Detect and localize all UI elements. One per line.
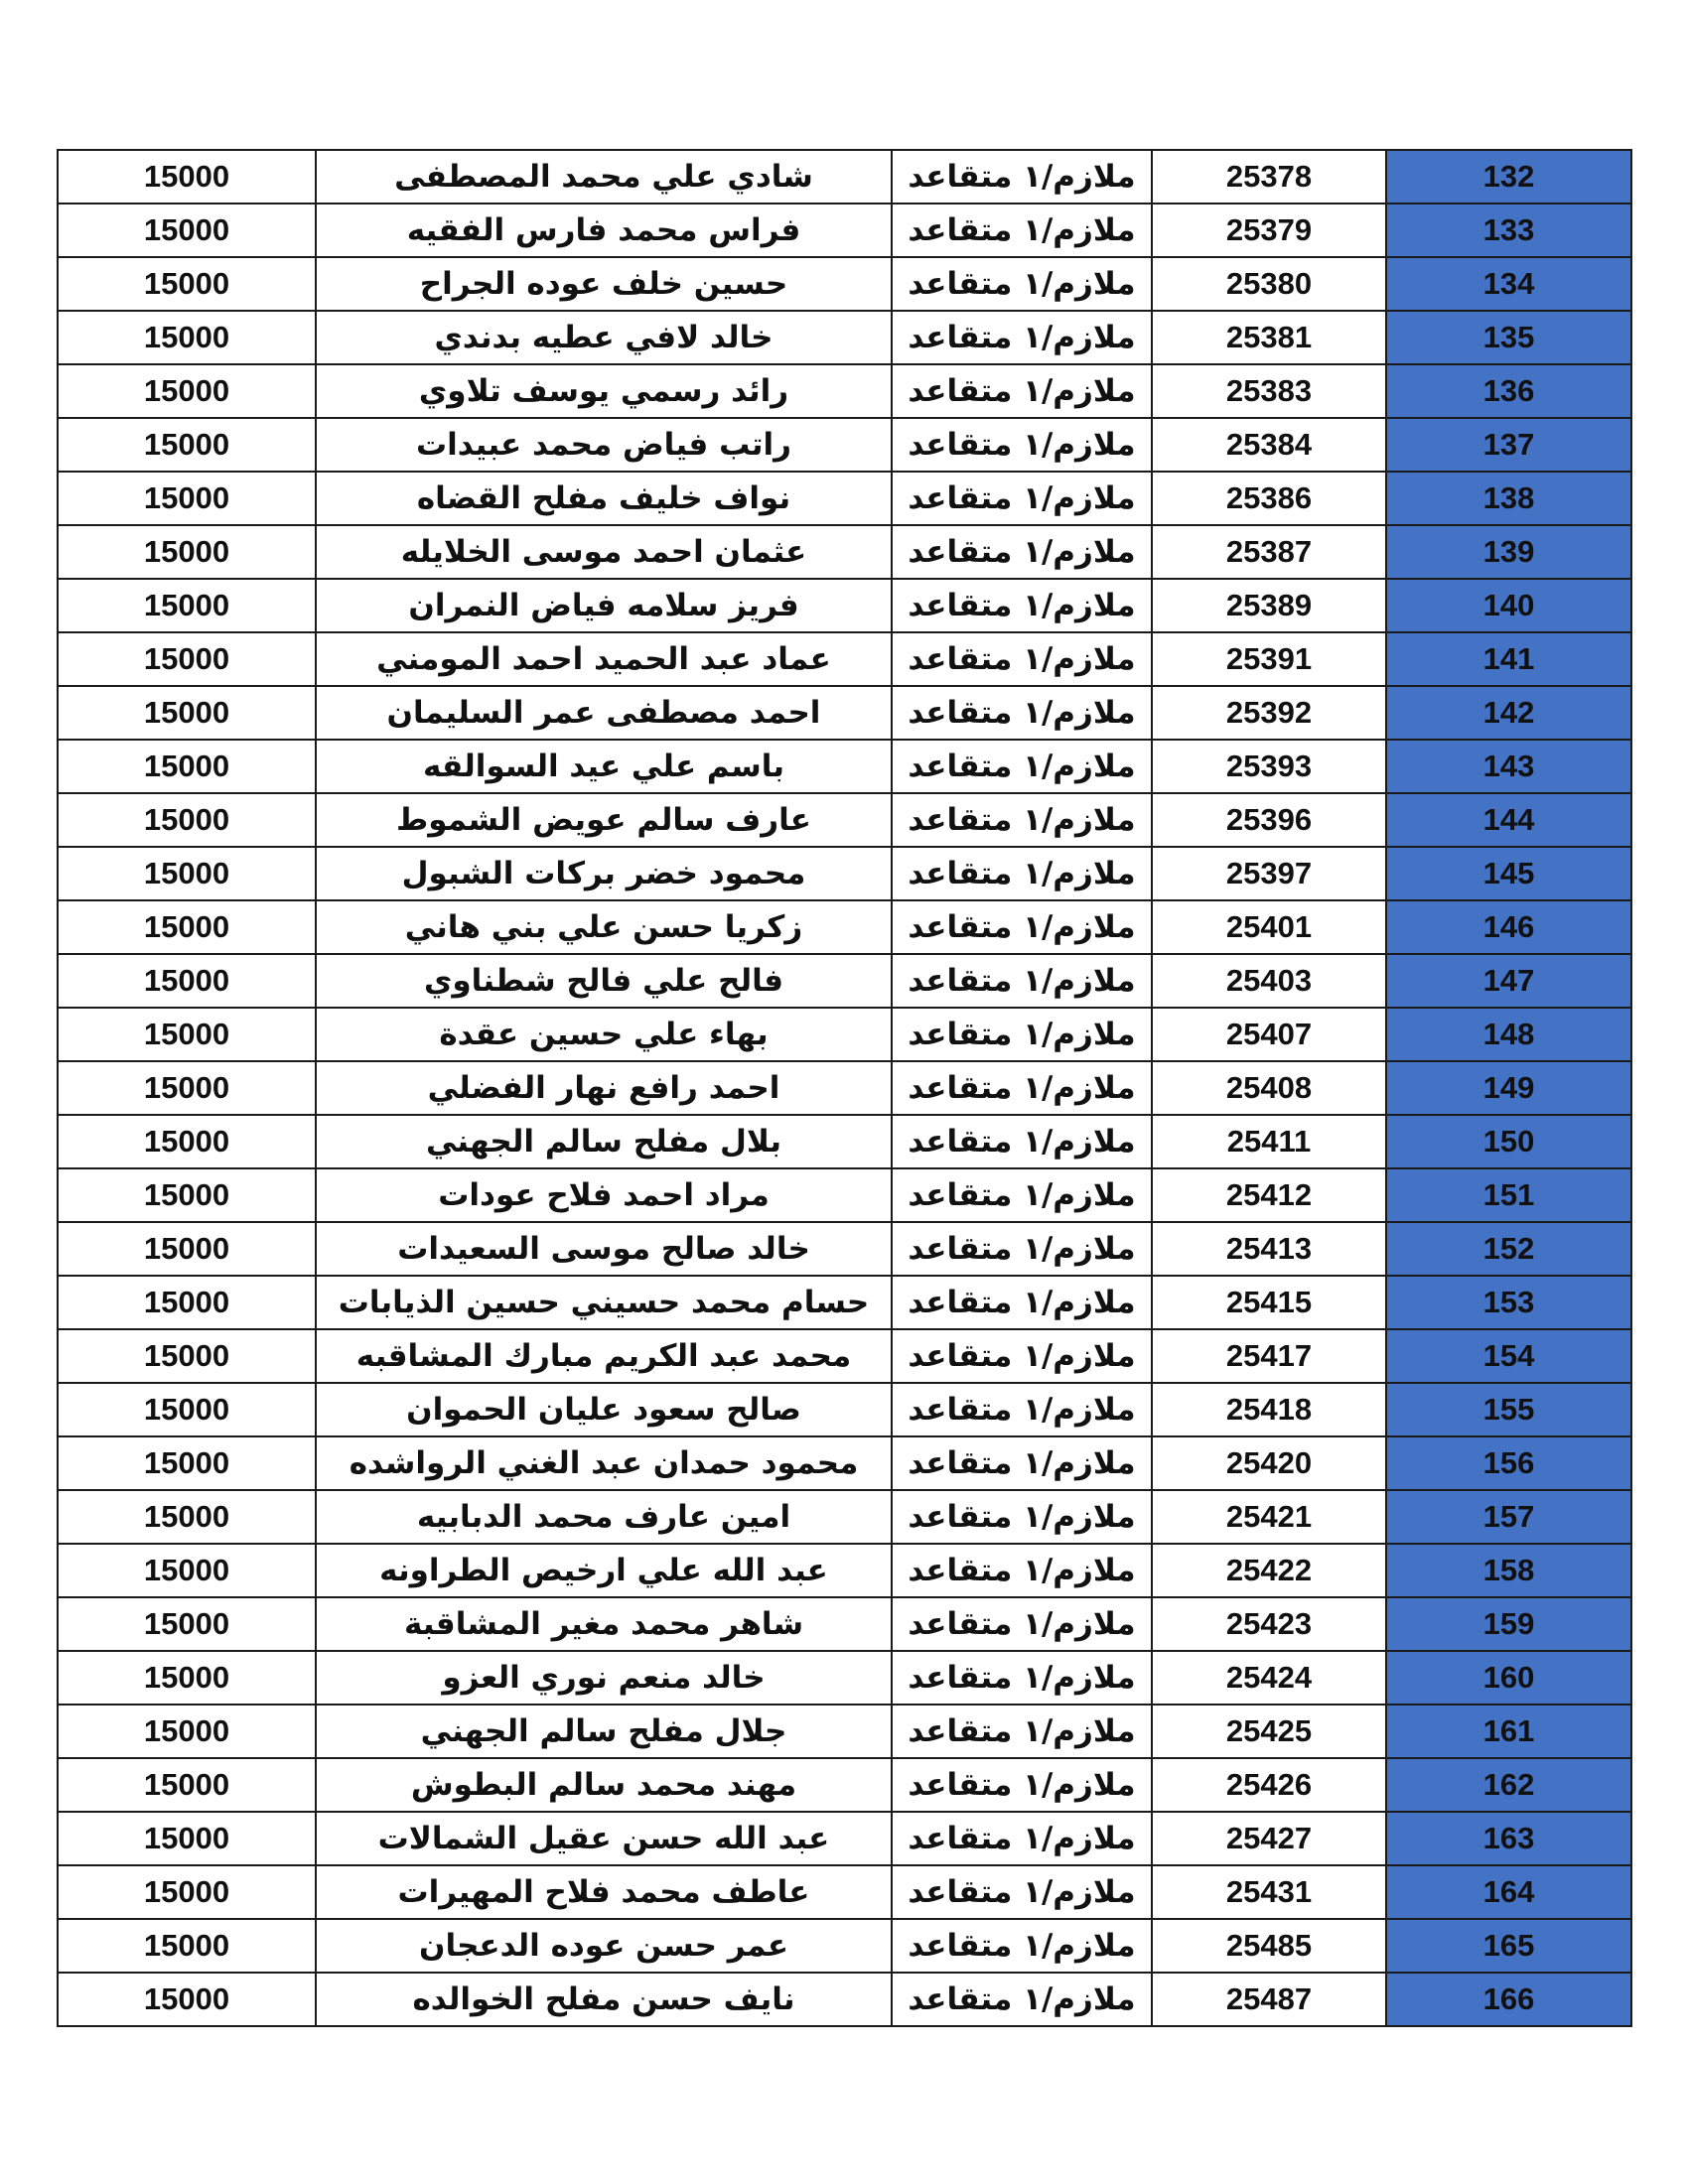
id-number-cell: 25427 [1152,1812,1386,1865]
amount-cell: 15000 [58,847,316,900]
name-cell: امين عارف محمد الدبابيه [316,1490,892,1544]
amount-cell: 15000 [58,150,316,204]
sequence-number-cell: 151 [1386,1168,1631,1222]
sequence-number-cell: 166 [1386,1973,1631,2026]
rank-cell: ملازم/١ متقاعد [892,472,1152,525]
amount-cell: 15000 [58,1061,316,1115]
name-cell: نايف حسن مفلح الخوالده [316,1973,892,2026]
id-number-cell: 25417 [1152,1329,1386,1383]
rank-cell: ملازم/١ متقاعد [892,740,1152,793]
sequence-number-cell: 159 [1386,1597,1631,1651]
table-row [58,525,1631,579]
amount-cell: 15000 [58,1812,316,1865]
name-cell: عارف سالم عويض الشموط [316,793,892,847]
sequence-number-cell: 145 [1386,847,1631,900]
table-row [58,686,1631,740]
table-row [58,1705,1631,1758]
table-row [58,364,1631,418]
amount-cell: 15000 [58,1222,316,1276]
id-number-cell: 25426 [1152,1758,1386,1812]
id-number-cell: 25392 [1152,686,1386,740]
name-cell: بهاء علي حسين عقدة [316,1008,892,1061]
amount-cell: 15000 [58,954,316,1008]
name-cell: خالد صالح موسى السعيدات [316,1222,892,1276]
rank-cell: ملازم/١ متقاعد [892,311,1152,364]
amount-cell: 15000 [58,900,316,954]
name-cell: مراد احمد فلاح عودات [316,1168,892,1222]
id-number-cell: 25422 [1152,1544,1386,1597]
amount-cell: 15000 [58,1865,316,1919]
rank-cell: ملازم/١ متقاعد [892,1544,1152,1597]
amount-cell: 15000 [58,1383,316,1436]
amount-cell: 15000 [58,418,316,472]
rank-cell: ملازم/١ متقاعد [892,1383,1152,1436]
rank-cell: ملازم/١ متقاعد [892,1758,1152,1812]
table-row [58,954,1631,1008]
name-cell: حسين خلف عوده الجراح [316,257,892,311]
amount-cell: 15000 [58,686,316,740]
sequence-number-cell: 156 [1386,1436,1631,1490]
amount-cell: 15000 [58,579,316,632]
name-cell: عمر حسن عوده الدعجان [316,1919,892,1973]
name-cell: محمود حمدان عبد الغني الرواشده [316,1436,892,1490]
sequence-number-cell: 143 [1386,740,1631,793]
id-number-cell: 25396 [1152,793,1386,847]
name-cell: محمود خضر بركات الشبول [316,847,892,900]
id-number-cell: 25421 [1152,1490,1386,1544]
rank-cell: ملازم/١ متقاعد [892,1973,1152,2026]
id-number-cell: 25425 [1152,1705,1386,1758]
name-cell: حسام محمد حسيني حسين الذيابات [316,1276,892,1329]
name-cell: فالح علي فالح شطناوي [316,954,892,1008]
table-row [58,579,1631,632]
rank-cell: ملازم/١ متقاعد [892,364,1152,418]
id-number-cell: 25403 [1152,954,1386,1008]
retirees-table [57,149,1632,2027]
rank-cell: ملازم/١ متقاعد [892,686,1152,740]
amount-cell: 15000 [58,364,316,418]
amount-cell: 15000 [58,472,316,525]
sequence-number-cell: 163 [1386,1812,1631,1865]
name-cell: باسم علي عيد السوالقه [316,740,892,793]
amount-cell: 15000 [58,1597,316,1651]
table-row [58,418,1631,472]
id-number-cell: 25407 [1152,1008,1386,1061]
name-cell: فراس محمد فارس الفقيه [316,204,892,257]
name-cell: خالد لافي عطيه بدندي [316,311,892,364]
rank-cell: ملازم/١ متقاعد [892,1490,1152,1544]
table-row [58,150,1631,204]
sequence-number-cell: 141 [1386,632,1631,686]
amount-cell: 15000 [58,1705,316,1758]
sequence-number-cell: 136 [1386,364,1631,418]
name-cell: عبد الله علي ارخيص الطراونه [316,1544,892,1597]
name-cell: عماد عبد الحميد احمد المومني [316,632,892,686]
sequence-number-cell: 138 [1386,472,1631,525]
amount-cell: 15000 [58,1329,316,1383]
table-row [58,1651,1631,1705]
table-row [58,1758,1631,1812]
rank-cell: ملازم/١ متقاعد [892,1865,1152,1919]
rank-cell: ملازم/١ متقاعد [892,1651,1152,1705]
id-number-cell: 25383 [1152,364,1386,418]
name-cell: عاطف محمد فلاح المهيرات [316,1865,892,1919]
id-number-cell: 25380 [1152,257,1386,311]
name-cell: جلال مفلح سالم الجهني [316,1705,892,1758]
rank-cell: ملازم/١ متقاعد [892,1436,1152,1490]
sequence-number-cell: 140 [1386,579,1631,632]
sequence-number-cell: 157 [1386,1490,1631,1544]
sequence-number-cell: 155 [1386,1383,1631,1436]
id-number-cell: 25384 [1152,418,1386,472]
id-number-cell: 25415 [1152,1276,1386,1329]
rank-cell: ملازم/١ متقاعد [892,579,1152,632]
sequence-number-cell: 139 [1386,525,1631,579]
sequence-number-cell: 148 [1386,1008,1631,1061]
sequence-number-cell: 158 [1386,1544,1631,1597]
table-row [58,1222,1631,1276]
amount-cell: 15000 [58,1168,316,1222]
rank-cell: ملازم/١ متقاعد [892,1168,1152,1222]
id-number-cell: 25379 [1152,204,1386,257]
rank-cell: ملازم/١ متقاعد [892,150,1152,204]
id-number-cell: 25408 [1152,1061,1386,1115]
sequence-number-cell: 164 [1386,1865,1631,1919]
id-number-cell: 25424 [1152,1651,1386,1705]
amount-cell: 15000 [58,1008,316,1061]
rank-cell: ملازم/١ متقاعد [892,1276,1152,1329]
name-cell: شادي علي محمد المصطفى [316,150,892,204]
id-number-cell: 25431 [1152,1865,1386,1919]
sequence-number-cell: 132 [1386,150,1631,204]
name-cell: فريز سلامه فياض النمران [316,579,892,632]
amount-cell: 15000 [58,793,316,847]
amount-cell: 15000 [58,1758,316,1812]
rank-cell: ملازم/١ متقاعد [892,847,1152,900]
sequence-number-cell: 137 [1386,418,1631,472]
table-row [58,1544,1631,1597]
rank-cell: ملازم/١ متقاعد [892,632,1152,686]
rank-cell: ملازم/١ متقاعد [892,900,1152,954]
rank-cell: ملازم/١ متقاعد [892,418,1152,472]
id-number-cell: 25378 [1152,150,1386,204]
amount-cell: 15000 [58,257,316,311]
sequence-number-cell: 162 [1386,1758,1631,1812]
rank-cell: ملازم/١ متقاعد [892,1061,1152,1115]
table-row [58,1061,1631,1115]
sequence-number-cell: 146 [1386,900,1631,954]
name-cell: محمد عبد الكريم مبارك المشاقبه [316,1329,892,1383]
amount-cell: 15000 [58,1651,316,1705]
sequence-number-cell: 134 [1386,257,1631,311]
id-number-cell: 25485 [1152,1919,1386,1973]
id-number-cell: 25420 [1152,1436,1386,1490]
table-row [58,1008,1631,1061]
table-row [58,1973,1631,2026]
sequence-number-cell: 160 [1386,1651,1631,1705]
name-cell: شاهر محمد مغير المشاقبة [316,1597,892,1651]
rank-cell: ملازم/١ متقاعد [892,257,1152,311]
table-row [58,257,1631,311]
rank-cell: ملازم/١ متقاعد [892,1919,1152,1973]
amount-cell: 15000 [58,311,316,364]
table-row [58,1490,1631,1544]
amount-cell: 15000 [58,632,316,686]
amount-cell: 15000 [58,525,316,579]
amount-cell: 15000 [58,1115,316,1168]
id-number-cell: 25412 [1152,1168,1386,1222]
sequence-number-cell: 154 [1386,1329,1631,1383]
rank-cell: ملازم/١ متقاعد [892,204,1152,257]
amount-cell: 15000 [58,1490,316,1544]
rank-cell: ملازم/١ متقاعد [892,1812,1152,1865]
rank-cell: ملازم/١ متقاعد [892,525,1152,579]
name-cell: عبد الله حسن عقيل الشمالات [316,1812,892,1865]
rank-cell: ملازم/١ متقاعد [892,793,1152,847]
name-cell: نواف خليف مفلح القضاه [316,472,892,525]
table-row [58,793,1631,847]
name-cell: رائد رسمي يوسف تلاوي [316,364,892,418]
amount-cell: 15000 [58,204,316,257]
name-cell: بلال مفلح سالم الجهني [316,1115,892,1168]
name-cell: صالح سعود عليان الحموان [316,1383,892,1436]
rank-cell: ملازم/١ متقاعد [892,1705,1152,1758]
sequence-number-cell: 149 [1386,1061,1631,1115]
table-row [58,900,1631,954]
id-number-cell: 25393 [1152,740,1386,793]
name-cell: احمد مصطفى عمر السليمان [316,686,892,740]
sequence-number-cell: 147 [1386,954,1631,1008]
sequence-number-cell: 135 [1386,311,1631,364]
rank-cell: ملازم/١ متقاعد [892,1222,1152,1276]
rank-cell: ملازم/١ متقاعد [892,1597,1152,1651]
table-row [58,1597,1631,1651]
table-row [58,1329,1631,1383]
id-number-cell: 25381 [1152,311,1386,364]
sequence-number-cell: 161 [1386,1705,1631,1758]
table-row [58,1919,1631,1973]
id-number-cell: 25389 [1152,579,1386,632]
table-row [58,740,1631,793]
table-row [58,204,1631,257]
id-number-cell: 25423 [1152,1597,1386,1651]
id-number-cell: 25418 [1152,1383,1386,1436]
rank-cell: ملازم/١ متقاعد [892,1115,1152,1168]
id-number-cell: 25401 [1152,900,1386,954]
id-number-cell: 25487 [1152,1973,1386,2026]
sequence-number-cell: 153 [1386,1276,1631,1329]
table-row [58,1436,1631,1490]
table-row [58,311,1631,364]
table-body [58,150,1631,2026]
id-number-cell: 25386 [1152,472,1386,525]
id-number-cell: 25397 [1152,847,1386,900]
name-cell: احمد رافع نهار الفضلي [316,1061,892,1115]
amount-cell: 15000 [58,740,316,793]
sequence-number-cell: 142 [1386,686,1631,740]
table-row [58,1168,1631,1222]
amount-cell: 15000 [58,1973,316,2026]
rank-cell: ملازم/١ متقاعد [892,1008,1152,1061]
name-cell: خالد منعم نوري العزو [316,1651,892,1705]
amount-cell: 15000 [58,1276,316,1329]
name-cell: زكريا حسن علي بني هاني [316,900,892,954]
amount-cell: 15000 [58,1436,316,1490]
table-row [58,1812,1631,1865]
rank-cell: ملازم/١ متقاعد [892,1329,1152,1383]
sequence-number-cell: 165 [1386,1919,1631,1973]
name-cell: عثمان احمد موسى الخلايله [316,525,892,579]
rank-cell: ملازم/١ متقاعد [892,954,1152,1008]
table-row [58,632,1631,686]
id-number-cell: 25391 [1152,632,1386,686]
sequence-number-cell: 133 [1386,204,1631,257]
name-cell: راتب فياض محمد عبيدات [316,418,892,472]
sequence-number-cell: 144 [1386,793,1631,847]
table-row [58,1383,1631,1436]
id-number-cell: 25413 [1152,1222,1386,1276]
amount-cell: 15000 [58,1544,316,1597]
table-row [58,472,1631,525]
table-row [58,1865,1631,1919]
table-row [58,1115,1631,1168]
sequence-number-cell: 152 [1386,1222,1631,1276]
id-number-cell: 25411 [1152,1115,1386,1168]
table-row [58,1276,1631,1329]
id-number-cell: 25387 [1152,525,1386,579]
amount-cell: 15000 [58,1919,316,1973]
name-cell: مهند محمد سالم البطوش [316,1758,892,1812]
table-row [58,847,1631,900]
sequence-number-cell: 150 [1386,1115,1631,1168]
